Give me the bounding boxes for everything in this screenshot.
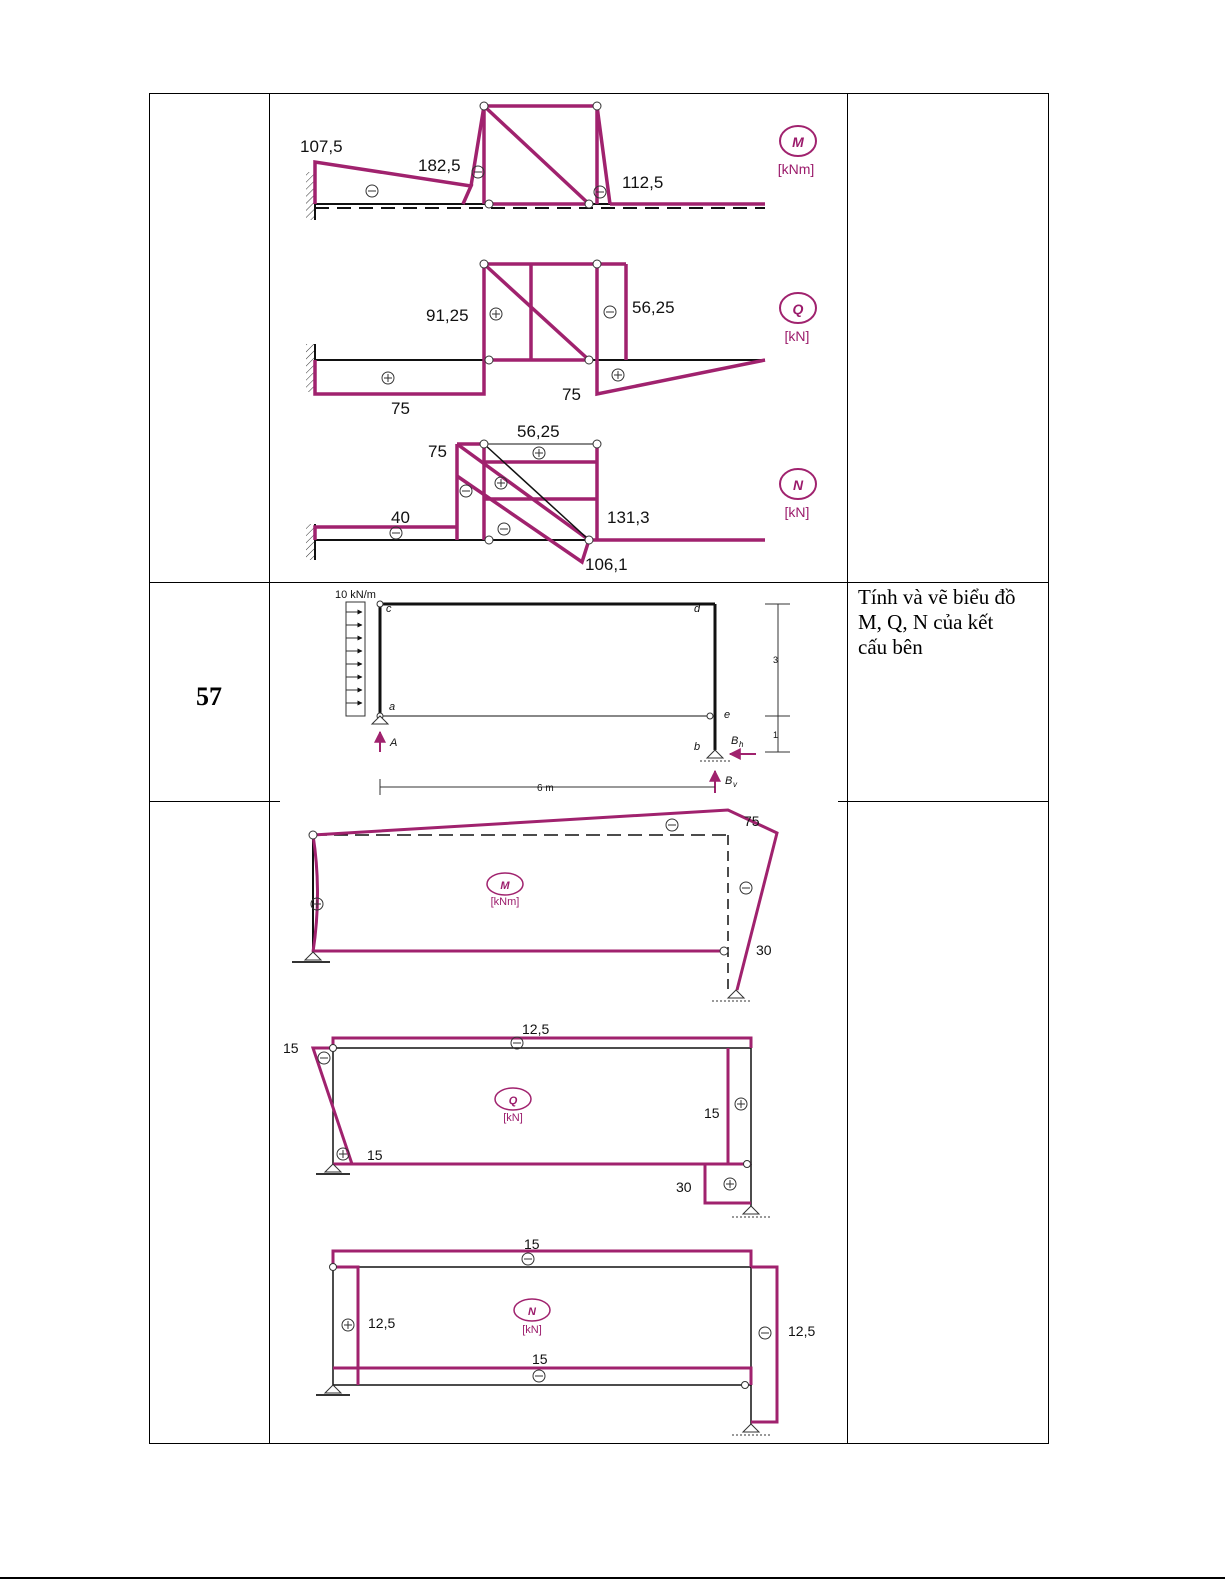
normal-value-2: 75 xyxy=(428,442,447,461)
support-left xyxy=(325,1385,341,1393)
description-line-2: M, Q, N của kết xyxy=(858,610,994,634)
distributed-load-box xyxy=(346,602,365,716)
shear-value-5: 30 xyxy=(676,1179,692,1195)
moment-curve xyxy=(315,106,765,204)
normal-value-5: 106,1 xyxy=(585,555,628,574)
sign-markers xyxy=(311,819,752,910)
shear-unit: [kN] xyxy=(503,1112,523,1124)
shear-value-4: 15 xyxy=(704,1105,720,1121)
sign-markers xyxy=(342,1253,771,1382)
sign-markers xyxy=(318,1037,747,1190)
moment-value-1: 107,5 xyxy=(300,137,343,156)
reaction-bh-sub: h xyxy=(739,740,744,749)
row57-structure-scheme xyxy=(335,589,790,795)
reaction-bh-label: B xyxy=(731,735,739,747)
shear-symbol: Q xyxy=(792,301,804,317)
shear-value-3: 75 xyxy=(391,399,410,418)
normal-symbol: N xyxy=(528,1306,536,1318)
dim-width-6m: 6 m xyxy=(537,783,554,794)
normal-symbol: N xyxy=(792,477,804,493)
row56-shear-diagram xyxy=(306,260,816,418)
row56-normal-diagram xyxy=(306,422,816,574)
shear-value-3: 15 xyxy=(367,1147,383,1163)
row57-normal-diagram xyxy=(316,1236,815,1435)
node-c: c xyxy=(386,603,392,615)
support-b xyxy=(707,750,723,758)
moment-unit: [kNm] xyxy=(490,896,520,908)
distributed-load-arrows xyxy=(346,612,362,703)
moment-value-1: 75 xyxy=(744,813,760,829)
hinge-nodes xyxy=(309,831,728,955)
support-right xyxy=(728,990,744,998)
moment-symbol: M xyxy=(500,880,510,892)
moment-symbol: M xyxy=(792,134,804,150)
support-left xyxy=(305,952,321,960)
row57-shear-diagram xyxy=(283,1021,772,1217)
normal-value-3: 40 xyxy=(391,508,410,527)
reaction-bv-sub: v xyxy=(733,780,737,789)
normal-curve xyxy=(333,1251,777,1422)
dimension-lines xyxy=(380,604,790,795)
dim-height-1: 1 xyxy=(773,730,779,740)
moment-value-2: 30 xyxy=(756,942,772,958)
normal-value-4: 131,3 xyxy=(607,508,650,527)
normal-curve xyxy=(315,444,765,562)
row57-moment-diagram xyxy=(292,810,777,1001)
moment-unit: [kNm] xyxy=(777,161,815,177)
scheme-hinges xyxy=(377,601,713,719)
moment-curve xyxy=(313,810,777,990)
hinge-nodes xyxy=(330,1045,751,1168)
shear-curve xyxy=(315,264,765,394)
reaction-bv-label: B xyxy=(725,775,733,787)
normal-unit: [kN] xyxy=(784,504,810,520)
support-a xyxy=(372,716,388,724)
reaction-a-label: A xyxy=(390,737,398,749)
shear-value-2: 15 xyxy=(283,1040,299,1056)
shear-value-2: 56,25 xyxy=(632,298,675,317)
shear-symbol: Q xyxy=(508,1095,518,1107)
row56-moment-diagram xyxy=(300,102,816,220)
node-d: d xyxy=(694,603,701,615)
normal-value-4: 12,5 xyxy=(788,1323,816,1339)
support-right xyxy=(743,1206,759,1214)
normal-value-2: 12,5 xyxy=(368,1315,396,1331)
node-a: a xyxy=(389,701,396,713)
normal-value-1: 15 xyxy=(524,1236,540,1252)
node-b: b xyxy=(694,741,701,753)
problem-number: 57 xyxy=(196,682,222,711)
frame-members xyxy=(380,604,715,750)
sign-markers xyxy=(382,306,624,384)
dim-height-3: 3 xyxy=(773,655,779,665)
shear-value-1: 91,25 xyxy=(426,306,469,325)
load-label: 10 kN/m xyxy=(335,589,376,601)
moment-value-2: 182,5 xyxy=(418,156,461,175)
support-right xyxy=(743,1424,759,1432)
shear-unit: [kN] xyxy=(784,328,810,344)
shear-value-1: 12,5 xyxy=(522,1021,550,1037)
description-line-1: Tính và vẽ biểu đồ xyxy=(858,585,1016,609)
normal-value-1: 56,25 xyxy=(517,422,560,441)
normal-value-3: 15 xyxy=(532,1351,548,1367)
frame-outline xyxy=(333,1048,751,1164)
description-line-3: cấu bên xyxy=(858,635,923,659)
sign-markers xyxy=(366,166,606,198)
node-e: e xyxy=(724,709,731,721)
shear-value-4: 75 xyxy=(562,385,581,404)
moment-value-3: 112,5 xyxy=(622,173,664,192)
normal-unit: [kN] xyxy=(522,1324,542,1336)
